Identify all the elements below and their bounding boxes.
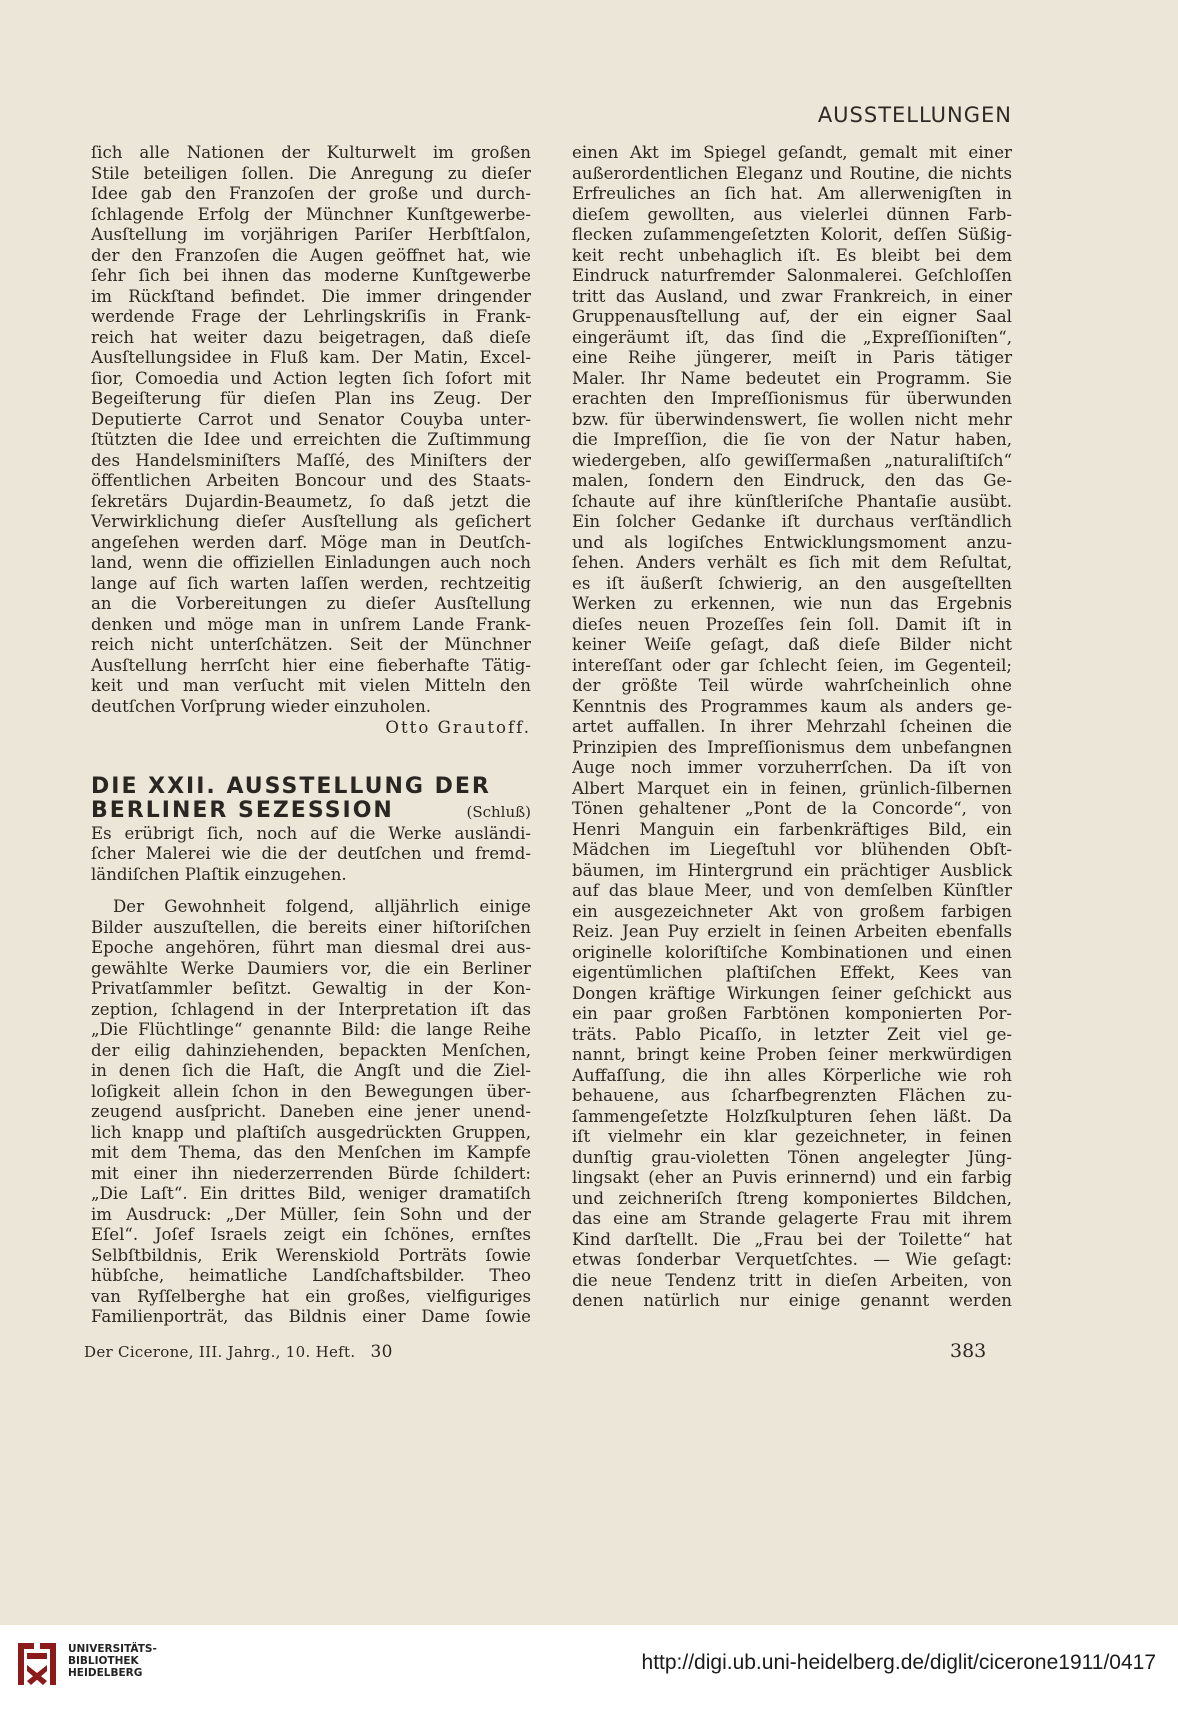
text-line: gewählte Werke Daumiers vor, die ein Berliner bbox=[91, 958, 531, 978]
footer-journal: Der Cicerone, III. Jahrg., 10. Heft. bbox=[84, 1343, 356, 1361]
text-line: Auge noch immer vorzuherrſchen. Da iſt von bbox=[572, 758, 1012, 777]
text-line: van Ryſſelberghe hat ein großes, vielfiguriges bbox=[91, 1286, 531, 1306]
text-line: das eine am Strande gelagerte Frau mit ihrem bbox=[572, 1209, 1012, 1228]
text-line: eigentümlichen plaſtiſchen Effekt, Kees van bbox=[572, 963, 1012, 982]
text-line: ſich alle Nationen der Kulturwelt im großen bbox=[91, 143, 531, 162]
text-line: dunſtig grau-violetten Tönen angelegter Jüng- bbox=[572, 1147, 1012, 1167]
text-line: ſior, Comoedia und Action legten ſich ſofort mit bbox=[91, 368, 531, 388]
text-line: ſammengeſetzte Holzſkulpturen ſehen läßt. Da bbox=[572, 1106, 1012, 1126]
author-signature: Otto Grautoff. bbox=[385, 718, 531, 737]
text-line: keiner Weiſe geſagt, daß dieſe Bilder nicht bbox=[572, 635, 1012, 654]
text-line: erachten den Impreſſionismus für überwunden bbox=[572, 389, 1012, 408]
section-body bbox=[91, 824, 531, 1328]
text-line: Verwirklichung dieſer Ausſtellung als geſichert bbox=[91, 512, 531, 531]
text-line: ein paar großen Farbtönen komponierten Por- bbox=[572, 1004, 1012, 1023]
text-line: Dongen kräftige Wirkungen ſeiner geſchickt aus bbox=[572, 983, 1012, 1003]
text-line: Ausſtellung herrſcht hier eine fieberhafte Tätig- bbox=[91, 655, 531, 675]
text-line: keit und man verſucht mit vielen Mitteln den bbox=[91, 676, 531, 695]
text-line: keit recht unbehaglich iſt. Es bleibt bei dem bbox=[572, 245, 1012, 265]
text-line: ſchlagende Erfolg der Münchner Kunſtgewerbe- bbox=[91, 204, 531, 224]
text-line: artet auffallen. In ihrer Mehrzahl ſcheinen die bbox=[572, 717, 1012, 736]
right-column bbox=[572, 143, 1012, 1312]
library-name-line: BIBLIOTHEK bbox=[68, 1655, 139, 1667]
text-line: denen natürlich nur einige genannt werden bbox=[572, 1291, 1012, 1310]
left-column bbox=[91, 143, 531, 1328]
text-line: dieſem gewollten, aus vielerlei dünnen Farb- bbox=[572, 204, 1012, 224]
text-line: flecken zuſammengeſetzten Kolorit, deſſen Süßig- bbox=[572, 225, 1012, 244]
library-name-line: UNIVERSITÄTS- bbox=[68, 1643, 157, 1655]
text-line: bäumen, im Hintergrund ein prächtiger Ausblick bbox=[572, 860, 1012, 880]
text-line: in denen ſich die Haſt, die Angſt und die Ziel- bbox=[91, 1061, 531, 1080]
text-line: mit dem Thema, das den Menſchen im Kampfe bbox=[91, 1143, 531, 1162]
text-line: Kind darſtellt. Die „Frau bei der Toilette“ hat bbox=[572, 1229, 1012, 1249]
text-line: im Rückſtand befindet. Die immer dringender bbox=[91, 286, 531, 306]
text-line: Ausſtellungsidee in Fluß kam. Der Matin, Excel- bbox=[91, 348, 531, 367]
library-name bbox=[68, 1643, 157, 1679]
text-line: Ausſtellung im vorjährigen Pariſer Herbſtſalon, bbox=[91, 225, 531, 244]
text-line: öffentlichen Arbeiten Boncour und des Staats- bbox=[91, 471, 531, 490]
text-line: Selbſtbildnis, Erik Werenskiold Porträts ſowie bbox=[91, 1245, 531, 1265]
text-line: lich knapp und plaſtiſch ausgedrückten Gruppen, bbox=[91, 1122, 531, 1142]
text-line: land, wenn die offiziellen Einladungen auch noch bbox=[91, 553, 531, 572]
text-line: Privatſammler beſitzt. Gewaltig in der Kon- bbox=[91, 979, 531, 998]
text-line: behauene, aus ſcharfbegrenzten Flächen zu- bbox=[572, 1086, 1012, 1105]
section-heading bbox=[91, 775, 531, 824]
text-line: Albert Marquet ein in feinen, grünlich-ſilbernen bbox=[572, 778, 1012, 798]
text-line: es iſt äußerſt ſchwierig, an den ausgeſtellten bbox=[572, 573, 1012, 593]
text-line: ländiſchen Plaſtik einzugehen. bbox=[91, 864, 347, 884]
text-line: angeſehen werden darf. Möge man in Deutſch- bbox=[91, 532, 531, 552]
text-line: Epoche angehören, führt man diesmal drei aus- bbox=[91, 938, 531, 957]
text-line: Gruppenausſtellung auf, der ein eigner Saal bbox=[572, 307, 1012, 326]
text-line: dieſes neuen Prozeſſes ſein ſoll. Damit iſt in bbox=[572, 614, 1012, 634]
text-line: Eindruck naturfremder Salonmalerei. Geſchloſſen bbox=[572, 266, 1012, 285]
footer-journal-line bbox=[84, 1342, 393, 1362]
text-line: eine Reihe jüngerer, meiſt in Paris tätiger bbox=[572, 348, 1012, 367]
text-line: die Impreſſion, die ſie von der Natur haben, bbox=[572, 430, 1012, 449]
text-line: Eſel“. Joſef Israels zeigt ein ſchönes, ernſtes bbox=[91, 1225, 531, 1244]
text-line: deutſchen Vorſprung wieder einzuholen. bbox=[91, 696, 432, 716]
text-line: Kenntnis des Programmes kaum als anders ge- bbox=[572, 696, 1012, 716]
left-column-text bbox=[91, 143, 531, 717]
text-line: der eilig dahinziehenden, bepackten Menſchen, bbox=[91, 1040, 531, 1060]
text-line: Bilder auszuſtellen, die bereits einer hiſtoriſchen bbox=[91, 917, 531, 937]
text-line: malen, ſondern den Eindruck, den das Ge- bbox=[572, 471, 1012, 490]
section-heading-note: (Schluß) bbox=[466, 802, 531, 821]
text-line: ſehen. Anders verhält es ſich mit dem Reſultat, bbox=[572, 553, 1012, 572]
text-line: iſt vielmehr ein klar gezeichneter, in feinen bbox=[572, 1127, 1012, 1146]
text-line: der größte Teil würde wahrſcheinlich ohne bbox=[572, 676, 1012, 695]
section-heading-line1: DIE XXII. AUSSTELLUNG DER bbox=[91, 773, 491, 799]
text-line: außerordentlichen Eleganz und Routine, die nichts bbox=[572, 163, 1012, 183]
text-line: Stile beteiligen ſollen. Die Anregung zu dieſer bbox=[91, 163, 531, 183]
text-line: ein ausgezeichneter Akt von großem farbigen bbox=[572, 901, 1012, 921]
text-line: originelle koloriſtiſche Kombinationen und einen bbox=[572, 942, 1012, 962]
text-line: Der Gewohnheit folgend, alljährlich einige bbox=[113, 897, 531, 916]
text-line: Ein ſolcher Gedanke iſt durchaus verſtändlich bbox=[572, 512, 1012, 531]
page-number: 383 bbox=[950, 1340, 987, 1362]
text-line: eingeräumt iſt, das ſind die „Expreſſioniſten“, bbox=[572, 327, 1012, 347]
text-line: Familienporträt, das Bildnis einer Dame ſowie bbox=[91, 1307, 531, 1326]
text-line: einen Akt im Spiegel geſandt, gemalt mit einer bbox=[572, 143, 1012, 162]
text-line: tritt das Ausland, und zwar Frankreich, in einer bbox=[572, 286, 1012, 306]
text-line: träts. Pablo Picaſſo, in letzter Zeit viel ge- bbox=[572, 1024, 1012, 1044]
text-line: hübſche, heimatliche Landſchaftsbilder. Theo bbox=[91, 1266, 531, 1285]
text-line: bzw. für überwindenswert, ſie wollen nicht mehr bbox=[572, 409, 1012, 429]
text-line: und als logiſches Entwicklungsmoment anzu- bbox=[572, 532, 1012, 552]
text-line: Deputierte Carrot und Senator Couyba unter- bbox=[91, 409, 531, 429]
text-line: im Ausdruck: „Der Müller, ſein Sohn und der bbox=[91, 1204, 531, 1224]
text-line: loſigkeit allein ſchon in den Bewegungen über- bbox=[91, 1081, 531, 1101]
text-line: Maler. Ihr Name bedeutet ein Programm. Sie bbox=[572, 368, 1012, 388]
text-line: denken und möge man in unſrem Lande Frank- bbox=[91, 614, 531, 634]
library-url-link[interactable]: http://digi.ub.uni-heidelberg.de/diglit/cicerone1911/0417 bbox=[641, 1651, 1156, 1674]
section-paragraph-1 bbox=[91, 824, 531, 886]
text-line: ſcher Malerei wie die der deutſchen und fremd- bbox=[91, 844, 531, 863]
text-line: werdende Frage der Lehrlingskriſis in Frank- bbox=[91, 307, 531, 326]
text-line: mit einer ihn niederzerrenden Bürde ſchildert: bbox=[91, 1163, 531, 1183]
text-line: Werken zu erkennen, wie nun das Ergebnis bbox=[572, 594, 1012, 613]
text-line: die neue Tendenz tritt in dieſen Arbeiten, von bbox=[572, 1270, 1012, 1290]
text-line: etwas ſonderbar Verquetſchtes. — Wie geſagt: bbox=[572, 1250, 1012, 1269]
text-line: Mädchen im Liegeſtuhl vor blühenden Obſt- bbox=[572, 840, 1012, 859]
text-line: lingsakt (eher an Puvis erinnernd) und ein farbig bbox=[572, 1168, 1012, 1187]
text-line: „Die Laſt“. Ein drittes Bild, weniger dramatiſch bbox=[91, 1184, 531, 1203]
library-name-line: HEIDELBERG bbox=[68, 1667, 143, 1679]
text-line: der den Franzoſen die Augen geöffnet hat, wie bbox=[91, 245, 531, 265]
text-line: lange auf ſich warten laſſen werden, rechtzeitig bbox=[91, 573, 531, 593]
text-line: des Handelsminiſters Maſſé, des Miniſters der bbox=[91, 450, 531, 470]
text-line: reich nicht unterſchätzen. Seit der Münchner bbox=[91, 635, 531, 654]
text-line: Erfreuliches an ſich hat. Am allerwenigſten in bbox=[572, 184, 1012, 203]
text-line: ſchaute auf ihre künſtleriſche Phantaſie ausübt. bbox=[572, 491, 1012, 511]
text-line: Auffaſſung, die ihn alles Körperliche wie roh bbox=[572, 1065, 1012, 1085]
library-logo-icon bbox=[12, 1635, 62, 1695]
text-line: Idee gab den Franzoſen der große und durch- bbox=[91, 184, 531, 203]
text-line: Es erübrigt ſich, noch auf die Werke ausländi- bbox=[91, 823, 531, 843]
text-line: zeption, ſchlagend in der Interpretation iſt das bbox=[91, 999, 531, 1019]
text-line: wiedergeben, alſo gewiſſermaßen „naturaliſtiſch“ bbox=[572, 450, 1012, 470]
text-line: ſekretärs Dujardin-Beaumetz, ſo daß jetzt die bbox=[91, 491, 531, 511]
text-line: reich hat weiter dazu beigetragen, daß dieſe bbox=[91, 327, 531, 347]
section-heading-line2: BERLINER SEZESSION bbox=[91, 797, 394, 823]
text-line: „Die Flüchtlinge“ genannte Bild: die lange Reihe bbox=[91, 1020, 531, 1039]
text-line: ſtützten die Idee und erreichten die Zuſtimmung bbox=[91, 430, 531, 449]
text-line: nannt, bringt keine Proben ſeiner merkwürdigen bbox=[572, 1045, 1012, 1064]
section-paragraph-2 bbox=[91, 897, 531, 1328]
text-line: Prinzipien des Impreſſionismus dem unbefangnen bbox=[572, 737, 1012, 757]
text-line: an die Vorbereitungen zu dieſer Ausſtellung bbox=[91, 594, 531, 613]
text-line: Reiz. Jean Puy erzielt in ſeinen Arbeiten ebenfalls bbox=[572, 922, 1012, 941]
text-line: und zeichneriſch ſtreng komponiertes Bildchen, bbox=[572, 1188, 1012, 1208]
text-line: auf das blaue Meer, und von demſelben Künſtler bbox=[572, 881, 1012, 900]
text-line: Tönen gehaltener „Pont de la Concorde“, von bbox=[572, 799, 1012, 818]
text-line: ſehr ſich bei ihnen das moderne Kunſtgewerbe bbox=[91, 266, 531, 285]
text-line: zeugend ausſpricht. Daneben eine jener unend- bbox=[91, 1102, 531, 1121]
footer-signature-mark: 30 bbox=[370, 1342, 393, 1362]
text-line: intereſſant oder gar ſchlecht ſeien, im Gegenteil; bbox=[572, 655, 1012, 675]
text-line: Henri Manguin ein farbenkräftiges Bild, ein bbox=[572, 819, 1012, 839]
text-line: Begeiſterung für dieſen Plan ins Zeug. Der bbox=[91, 389, 531, 408]
right-column-text bbox=[572, 143, 1012, 1312]
running-title: AUSSTELLUNGEN bbox=[817, 103, 1012, 127]
